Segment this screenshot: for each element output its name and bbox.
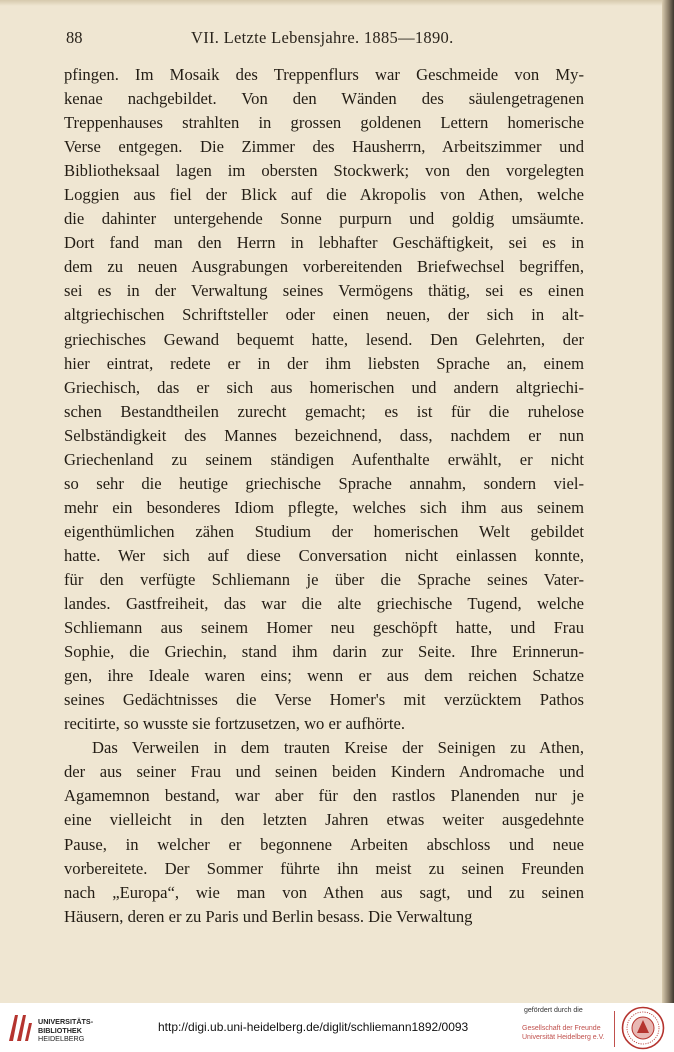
library-name-line-1: UNIVERSITÄTS- [38, 1017, 94, 1026]
text-line: so sehr die heutige griechische Sprache annahm, sondern viel- [64, 473, 584, 493]
text-line: der aus seiner Frau und seinen beiden Kindern Andromache und [64, 762, 584, 782]
text-line: Griechenland zu seinem ständigen Aufenthalte erwählt, er nicht [64, 449, 584, 469]
library-name [38, 1018, 93, 1044]
text-line: Schliemann aus seinem Homer neu geschöpft hatte, und Frau [64, 618, 584, 638]
library-name-line-3: HEIDELBERG [38, 1034, 85, 1043]
text-line: die dahinter untergehende Sonne purpurn und goldig umsäumte. [64, 209, 584, 229]
text-line: pfingen. Im Mosaik des Treppenflurs war Geschmeide von My- [64, 65, 584, 84]
text-line: Verse entgegen. Die Zimmer des Hausherrn, Arbeitszimmer und [64, 137, 584, 157]
running-head [66, 28, 596, 50]
sponsor-divider [614, 1011, 615, 1047]
text-line: hier eintrat, redete er in der ihm liebsten Sprache an, einem [64, 353, 584, 373]
sponsor-credit[interactable] [522, 1006, 616, 1050]
permalink[interactable]: http://digi.ub.uni-heidelberg.de/diglit/schliemann1892/0093 [158, 1020, 469, 1034]
text-line: griechisches Gewand bequemt hatte, lesend. Den Gelehrten, der [64, 329, 584, 349]
page-top-edge [0, 0, 674, 6]
text-line: hatte. Wer sich auf diese Conversation nicht einlassen konnte, [64, 545, 584, 565]
sponsor-name-line-1: Gesellschaft der Freunde [522, 1025, 601, 1032]
text-line: recitirte, so wusste sie fortzusetzen, wo er aufhörte. [64, 714, 405, 734]
text-line: Sophie, die Griechin, stand ihm darin zur Seite. Ihre Erinnerun- [64, 642, 584, 662]
text-line: mehr ein besonderes Idiom pflegte, welches sich ihm aus seinem [64, 497, 584, 517]
text-line: Loggien aus fiel der Blick auf die Akropolis von Athen, welche [64, 185, 584, 205]
body-text [64, 63, 584, 929]
text-line: sei es in der Verwaltung seines Vermögens thätig, sei es einen [64, 281, 584, 301]
text-line: für den verfügte Schliemann je über die Sprache seines Vater- [64, 569, 584, 589]
university-seal-icon [621, 1006, 665, 1050]
page-number: 88 [66, 28, 83, 47]
sponsor-name [522, 1024, 605, 1042]
text-line: Dort fand man den Herrn in lebhafter Geschäftigkeit, sei es in [64, 233, 584, 253]
text-line: schen Bestandtheilen zurecht gemacht; es ist für die ruhelose [64, 401, 584, 421]
text-line: gen, ihre Ideale waren eins; wenn er aus dem reichen Schatze [64, 666, 584, 686]
text-line: kenae nachgebildet. Von den Wänden des säulengetragenen [64, 89, 584, 109]
library-emblem-icon [6, 1011, 34, 1045]
text-line: Das Verweilen in dem trauten Kreise der Seinigen zu Athen, [92, 738, 584, 758]
text-line: altgriechischen Schriftsteller oder einen neuen, der sich in alt- [64, 305, 584, 325]
text-line: seines Gedächtnisses die Verse Homer's mit verzücktem Pathos [64, 690, 584, 710]
library-name-line-2: BIBLIOTHEK [38, 1025, 82, 1035]
text-line: Griechisch, das er sich aus homerischen und andern altgriechi- [64, 377, 584, 397]
text-line: Bibliotheksaal lagen im obersten Stockwerk; von den vorgelegten [64, 161, 584, 181]
text-line: eine vielleicht in den letzten Jahren etwas weiter ausgedehnte [64, 810, 584, 830]
text-line: dem zu neuen Ausgrabungen vorbereitenden Briefwechsel begriffen, [64, 257, 584, 277]
text-line: nach „Europa“, wie man von Athen aus sagt, und zu seinen [64, 882, 584, 902]
text-line: vorbereitete. Der Sommer führte ihn meist zu seinen Freunden [64, 858, 584, 878]
running-title: VII. Letzte Lebensjahre. 1885—1890. [191, 28, 454, 47]
text-line: Treppenhauses strahlten in grossen goldenen Lettern homerische [64, 113, 584, 133]
text-line: landes. Gastfreiheit, das war die alte griechische Tugend, welche [64, 594, 584, 614]
text-line: Pause, in welcher er begonnene Arbeiten abschloss und neue [64, 834, 584, 854]
text-line: Häusern, deren er zu Paris und Berlin besass. Die Verwaltung [64, 906, 473, 926]
digitization-footer [0, 1003, 674, 1052]
text-line: eigenthümlichen zähen Studium der homerischen Welt gebildet [64, 521, 584, 541]
page-spine-shadow [662, 0, 674, 1003]
sponsor-intro: gefördert durch die [524, 1007, 583, 1014]
text-line: Selbständigkeit des Mannes bezeichnend, dass, nachdem er nun [64, 425, 584, 445]
text-line: Agamemnon bestand, war aber für den rastlos Planenden nur je [64, 786, 584, 806]
sponsor-name-line-2: Universität Heidelberg e.V. [522, 1034, 605, 1041]
library-logo[interactable] [6, 1009, 126, 1049]
